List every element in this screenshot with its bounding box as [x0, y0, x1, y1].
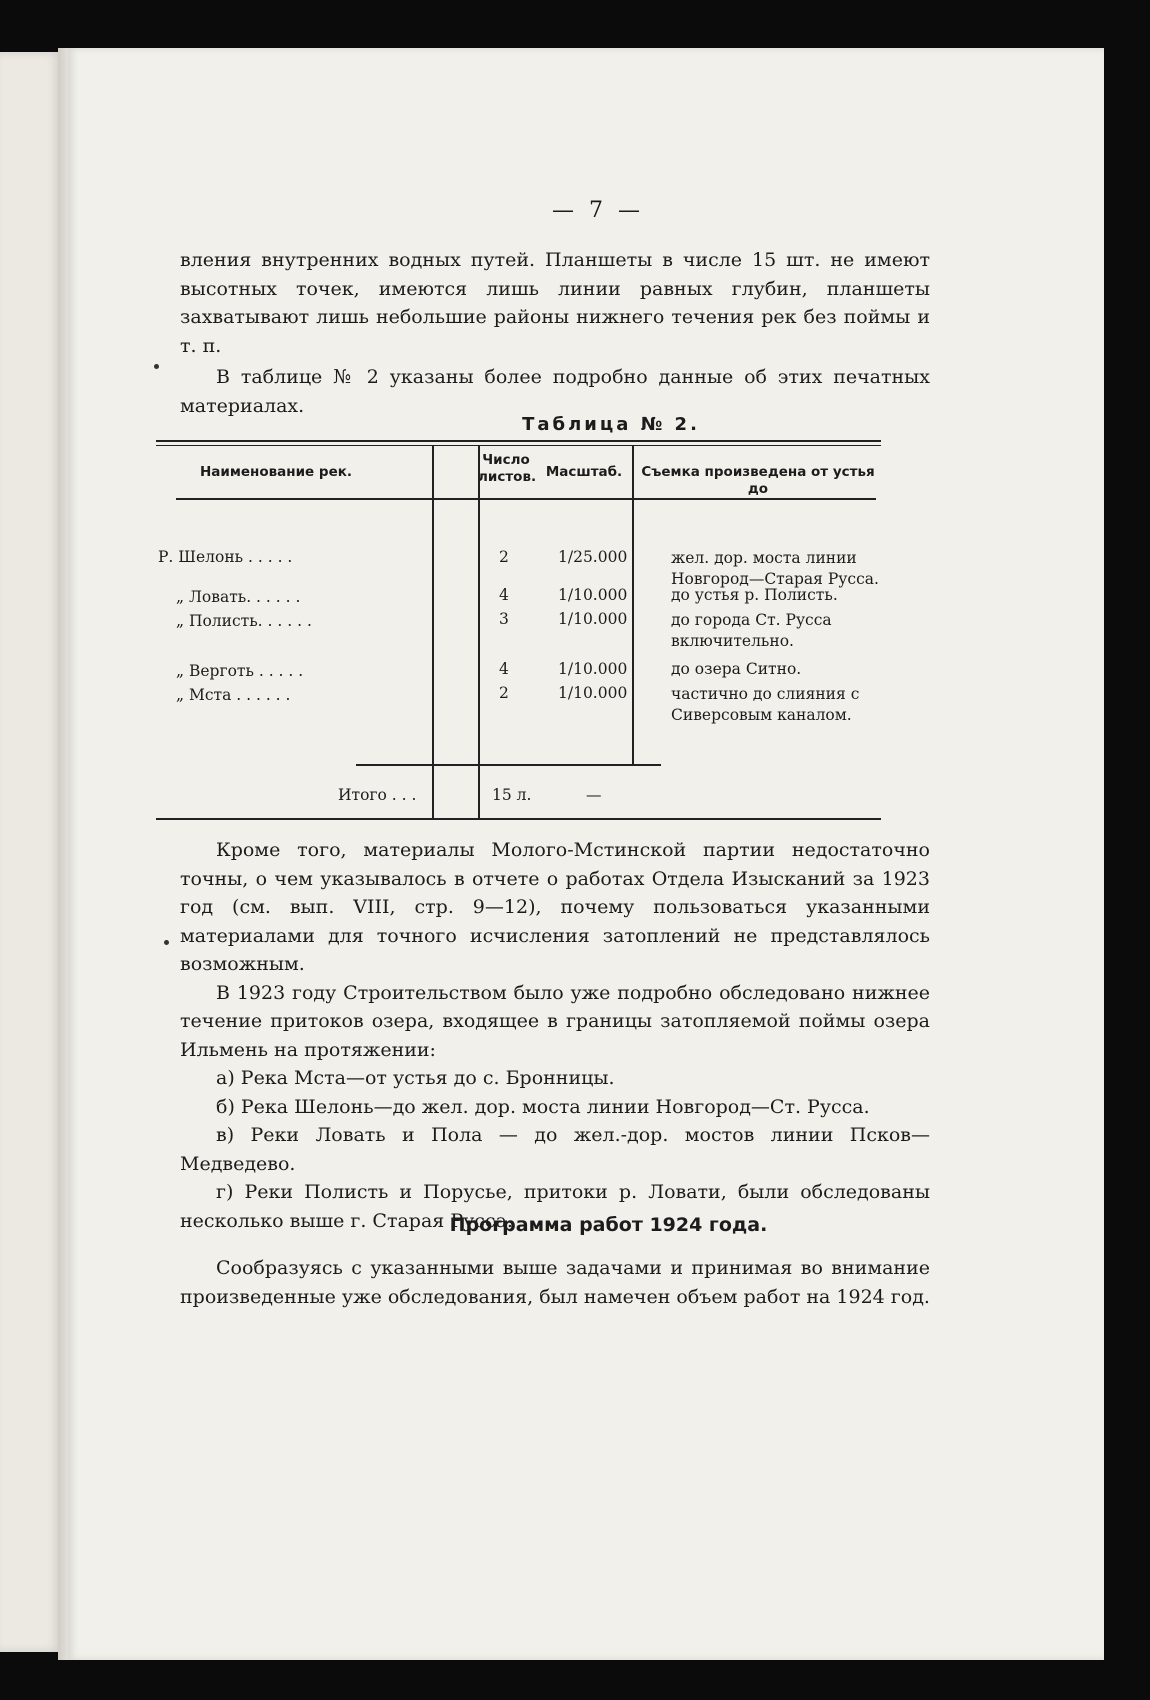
list-item-b: б) Река Шелонь—до жел. дор. моста линии Новгород—Ст. Русса.	[216, 1095, 870, 1118]
table-top-rule	[156, 440, 881, 442]
table-bottom-rule	[156, 818, 881, 820]
row-3-scale: 1/10.000	[558, 610, 628, 628]
row-1-scale: 1/25.000	[558, 548, 628, 566]
page-number: — 7 —	[552, 198, 644, 223]
row-1-name: Р. Шелонь . . . . .	[158, 548, 293, 566]
header-survey: Съемка произведена от устья до	[641, 464, 875, 497]
section-title: Программа работ 1924 года.	[449, 1214, 768, 1236]
document-page	[68, 48, 1104, 1660]
list-item-a: а) Река Мста—от устья до с. Бронницы.	[216, 1067, 615, 1089]
scan-mark	[154, 364, 159, 369]
row-2-scale: 1/10.000	[558, 586, 628, 604]
paragraph-4-text: В 1923 году Строительством было уже подробно обследовано нижнее течение притоков озера, входящее в границы затопляемой поймы озера Ильмень на протяжении:	[180, 981, 930, 1061]
header-scale: Масштаб.	[545, 464, 623, 480]
paragraph-3-text: Кроме того, материалы Молого-Мстинской партии недостаточно точны, о чем указывалось в отчете о работах Отдела Изысканий за 1923 год (см. вып. VIII, стр. 9—12), почему пользоваться указанными материалами для точного исчисления затоплений не представлялось возможным.	[180, 839, 930, 975]
list-item-c: в) Реки Ловать и Пола — до жел.-дор. мостов линии Псков—Медведево.	[180, 1124, 930, 1175]
list-item-d: г) Реки Полисть и Порусье, притоки р. Ловати, были обследованы несколько выше г. Старая Русса.	[180, 1181, 930, 1232]
table-col-rule-1	[432, 446, 434, 818]
table-total-rule	[356, 764, 661, 766]
row-2-name: „ Ловать. . . . . .	[176, 588, 301, 606]
table-title: Таблица № 2.	[522, 414, 700, 435]
header-name: Наименование рек.	[199, 464, 353, 480]
row-3-name: „ Полисть. . . . . .	[176, 612, 312, 630]
paragraph-5	[180, 1254, 930, 1311]
table-header-rule	[176, 498, 876, 500]
row-4-survey: до озера Ситно.	[671, 660, 802, 678]
data-table	[156, 440, 960, 840]
row-5-survey: частично до слияния с Сиверсовым каналом.	[671, 685, 860, 724]
row-2-survey: до устья р. Полисть.	[671, 586, 838, 604]
row-5-name: „ Мста . . . . . .	[176, 686, 291, 704]
row-5-scale: 1/10.000	[558, 684, 628, 702]
total-count: 15 л.	[492, 786, 532, 804]
paragraph-2-text: В таблице № 2 указаны более подробно данные об этих печатных материалах.	[180, 366, 930, 417]
row-2-count: 4	[499, 586, 509, 604]
total-label: Итого . . .	[338, 786, 417, 804]
paragraph-1	[180, 246, 930, 420]
table-col-rule-2	[478, 446, 480, 818]
total-scale: —	[586, 786, 602, 804]
row-4-scale: 1/10.000	[558, 660, 628, 678]
row-4-count: 4	[499, 660, 509, 678]
table-top-rule-2	[156, 445, 881, 446]
row-4-name: „ Верготь . . . . .	[176, 662, 304, 680]
row-5-count: 2	[499, 684, 509, 702]
row-1-count: 2	[499, 548, 509, 566]
header-count: Число листов.	[478, 452, 537, 485]
row-3-survey: до города Ст. Русса включительно.	[671, 611, 832, 650]
scan-mark	[164, 940, 169, 945]
facing-page	[0, 52, 64, 1652]
row-3-count: 3	[499, 610, 509, 628]
row-1-survey: жел. дор. моста линии Новгород—Старая Русса.	[671, 549, 879, 588]
paragraph-5-text: Сообразуясь с указанными выше задачами и принимая во внимание произведенные уже обследования, был намечен объем работ на 1924 год.	[180, 1257, 930, 1308]
paragraph-3	[180, 836, 930, 1235]
paragraph-1-text: вления внутренних водных путей. Планшеты в числе 15 шт. не имеют высотных точек, имеются лишь линии равных глубин, планшеты захватывают лишь небольшие районы нижнего течения рек без поймы и т. п.	[180, 249, 930, 357]
